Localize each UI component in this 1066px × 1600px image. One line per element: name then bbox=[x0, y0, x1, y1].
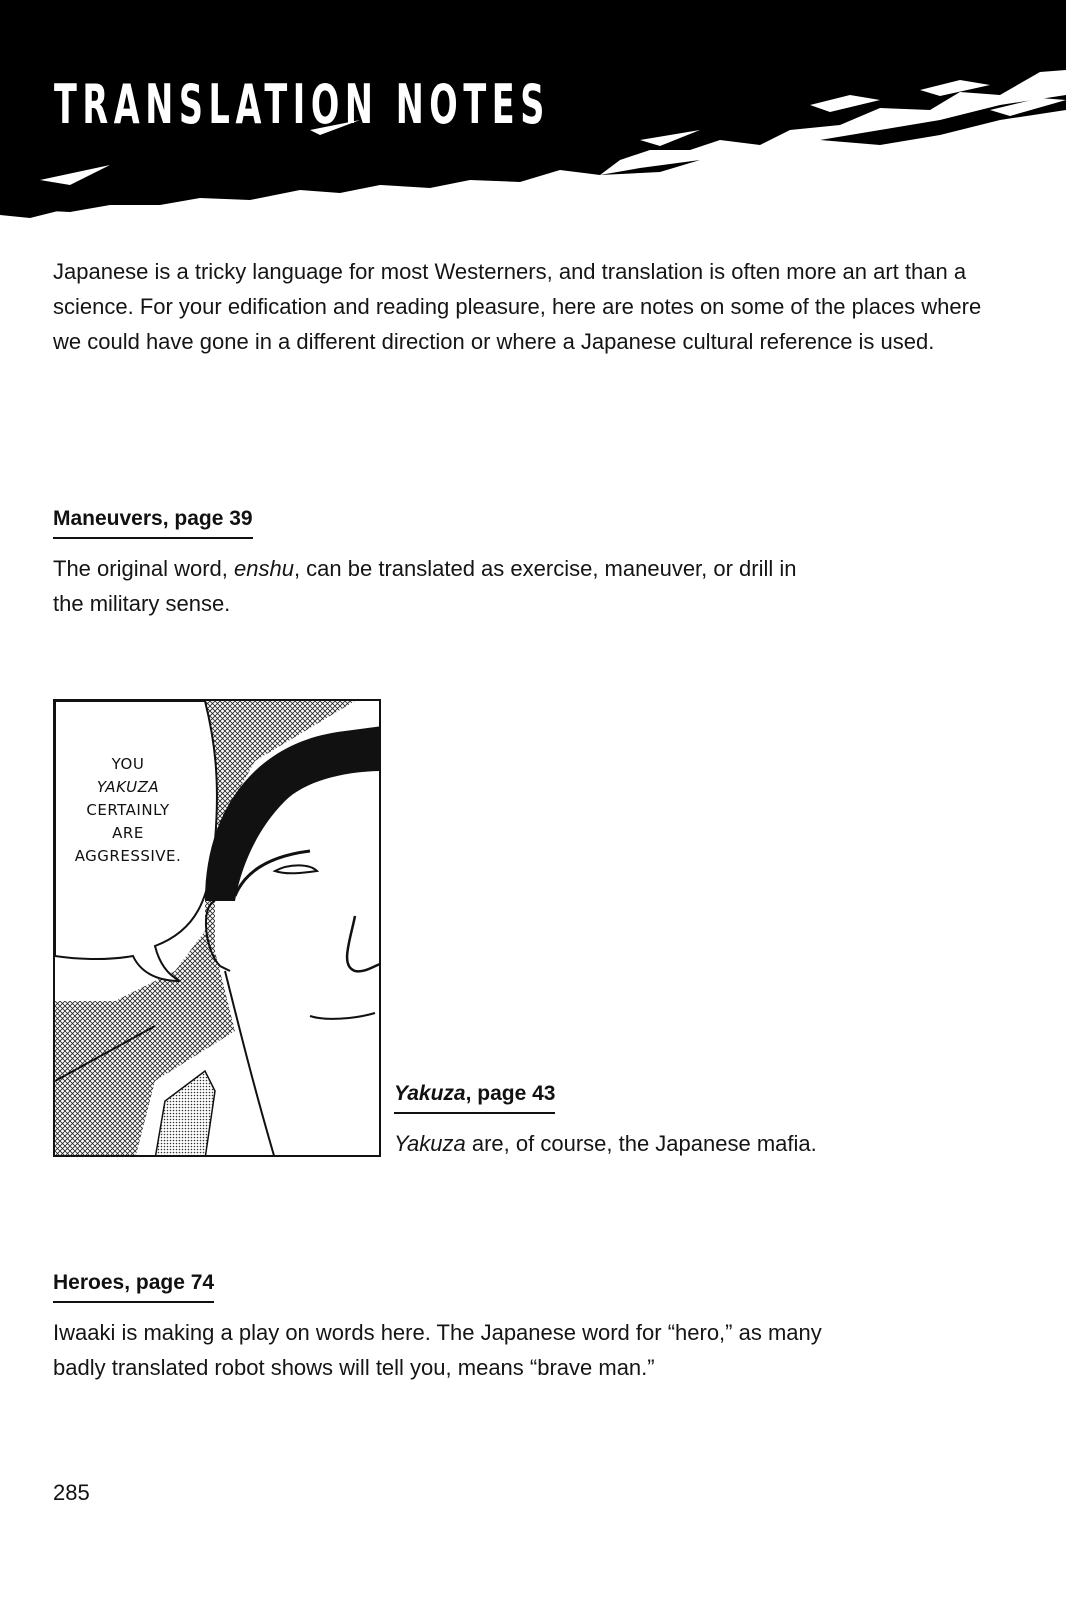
speech-line: CERTAINLY bbox=[86, 801, 170, 819]
note-body-yakuza bbox=[394, 1126, 1014, 1161]
speech-line: YAKUZA bbox=[96, 778, 160, 796]
speech-line: AGGRESSIVE. bbox=[74, 847, 182, 865]
page-title: TRANSLATION NOTES bbox=[54, 73, 550, 136]
speech-bubble-text bbox=[55, 753, 201, 868]
page-number: 285 bbox=[53, 1480, 90, 1505]
note-title-heroes: Heroes, page 74 bbox=[53, 1271, 214, 1303]
note-title-yakuza bbox=[394, 1082, 555, 1114]
note-emphasis: enshu bbox=[233, 556, 294, 581]
note-body-heroes: Iwaaki is making a play on words here. The Japanese word for “hero,” as many badly translated robot shows will tell you, means “brave man.” bbox=[53, 1320, 822, 1380]
intro-paragraph: Japanese is a tricky language for most Westerners, and translation is often more an art than a science. For your edification and reading pleasure, here are notes on some of the places where we could have gone in a different direction or where a Japanese cultural reference is used. bbox=[53, 259, 982, 354]
note-title-maneuvers: Maneuvers, page 39 bbox=[53, 507, 253, 539]
speech-line: ARE bbox=[112, 824, 144, 842]
note-body-maneuvers bbox=[53, 551, 823, 621]
note-title-emphasis: Yakuza bbox=[394, 1082, 466, 1105]
note-text: The original word, bbox=[53, 556, 234, 581]
note-title-text: , page 43 bbox=[465, 1082, 556, 1105]
manga-panel bbox=[53, 699, 381, 1157]
header-banner bbox=[0, 0, 1066, 230]
note-emphasis: Yakuza bbox=[394, 1131, 466, 1156]
note-text: are, of course, the Japanese mafia. bbox=[465, 1131, 817, 1156]
speech-line: YOU bbox=[111, 755, 145, 773]
note-text: , can be translated as exercise, maneuver, or drill in the military sense. bbox=[53, 556, 797, 616]
